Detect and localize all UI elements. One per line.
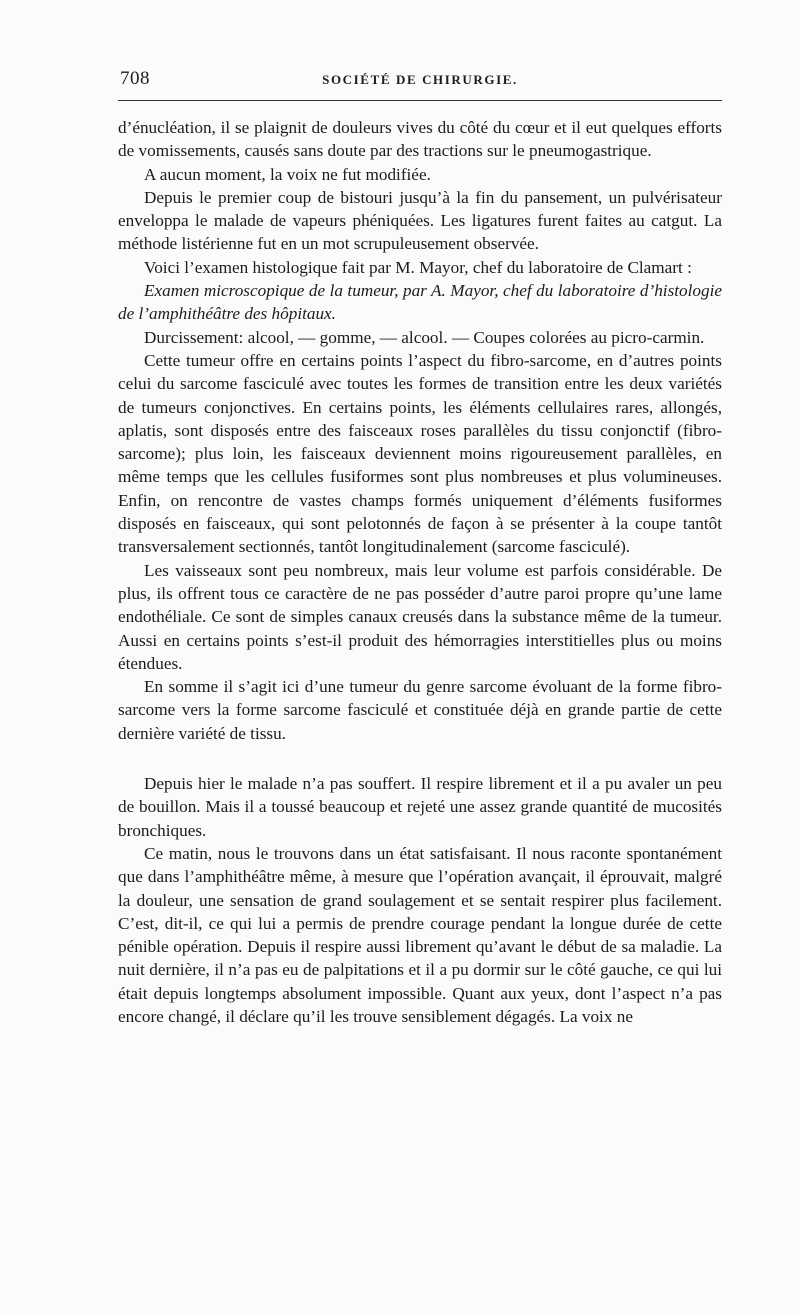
- page-header: [118, 66, 722, 94]
- paragraph: Ce matin, nous le trouvons dans un état satisfaisant. Il nous raconte spontanément que dans l’amphithéâtre même, à mesure que l’opération avançait, il éprouvait, malgré la douleur, une sensation de grand soulagement et se sentait respirer plus facilement. C’est, dit-il, ce qui lui a permis de prendre courage pendant la longue durée de cette pénible opération. Depuis il respire aussi librement qu’avant le début de sa maladie. La nuit dernière, il n’a pas eu de palpitations et il a pu dormir sur le côté gauche, ce qui lui était depuis longtemps absolument impossible. Quant aux yeux, dont l’aspect n’a pas encore changé, il déclare qu’il les trouve sensiblement dégagés. La voix ne: [118, 843, 722, 1026]
- header-rule: [118, 100, 722, 101]
- paragraph: Voici l’examen histologique fait par M. Mayor, chef du laboratoire de Clamart :: [144, 257, 692, 277]
- paragraph: En somme il s’agit ici d’une tumeur du genre sarcome évoluant de la forme fibro-sarcome vers la forme sarcome fasciculé et constituée déjà en grande partie de cette dernière variété de tissu.: [118, 677, 722, 743]
- body-text: [118, 116, 722, 1028]
- paragraph: A aucun moment, la voix ne fut modifiée.: [144, 164, 431, 184]
- page-number: 708: [120, 68, 150, 89]
- paragraph: Depuis le premier coup de bistouri jusqu’à la fin du pansement, un pulvérisateur enveloppa le malade de vapeurs phéniquées. Les ligatures furent faites au catgut. La méthode listérienne fut en un mot scrupuleusement observée.: [118, 187, 722, 254]
- running-title: SOCIÉTÉ DE CHIRURGIE.: [322, 72, 518, 87]
- paragraph: d’énucléation, il se plaignit de douleurs vives du côté du cœur et il eut quelques efforts de vomissements, causés sans doute par des tractions sur le pneumogastrique.: [118, 118, 722, 161]
- paragraph: Cette tumeur offre en certains points l’aspect du fibro-sarcome, en d’autres points celui du sarcome fasciculé avec toutes les formes de transition entre les deux variétés de tumeurs conjonctives. En certains points, les éléments cellulaires rares, allongés, aplatis, sont disposés entre des faisceaux roses parallèles du tissu conjonctif (fibro-sarcome); plus loin, les faisceaux deviennent moins rigoureusement parallèles, en même temps que les cellules fusiformes sont plus nombreuses et plus volumineuses. Enfin, on rencontre de vastes champs formés uniquement d’éléments fusiformes disposés en faisceaux, qui sont pelotonnés de façon à se présenter à la coupe tantôt transversalement sectionnés, tantôt longitudinalement (sarcome fasciculé).: [118, 350, 722, 557]
- paragraph: Les vaisseaux sont peu nombreux, mais leur volume est parfois considérable. De plus, ils offrent tous ce caractère de ne pas posséder d’autre paroi propre qu’une lame endothéliale. Ce sont de simples canaux creusés dans la substance même de la tumeur. Aussi en certains points s’est-il produit des hémorragies interstitielles plus ou moins étendues.: [118, 560, 722, 673]
- report-title: Examen microscopique de la tumeur, par A. Mayor, chef du laboratoire d’histologie de l’amphithéâtre des hôpitaux.: [118, 281, 722, 324]
- paragraph: Depuis hier le malade n’a pas souffert. Il respire librement et il a pu avaler un peu de bouillon. Mais il a toussé beaucoup et rejeté une assez grande quantité de mucosités bronchiques.: [118, 774, 722, 840]
- paragraph: Durcissement: alcool, — gomme, — alcool. — Coupes colorées au picro-carmin.: [144, 327, 705, 347]
